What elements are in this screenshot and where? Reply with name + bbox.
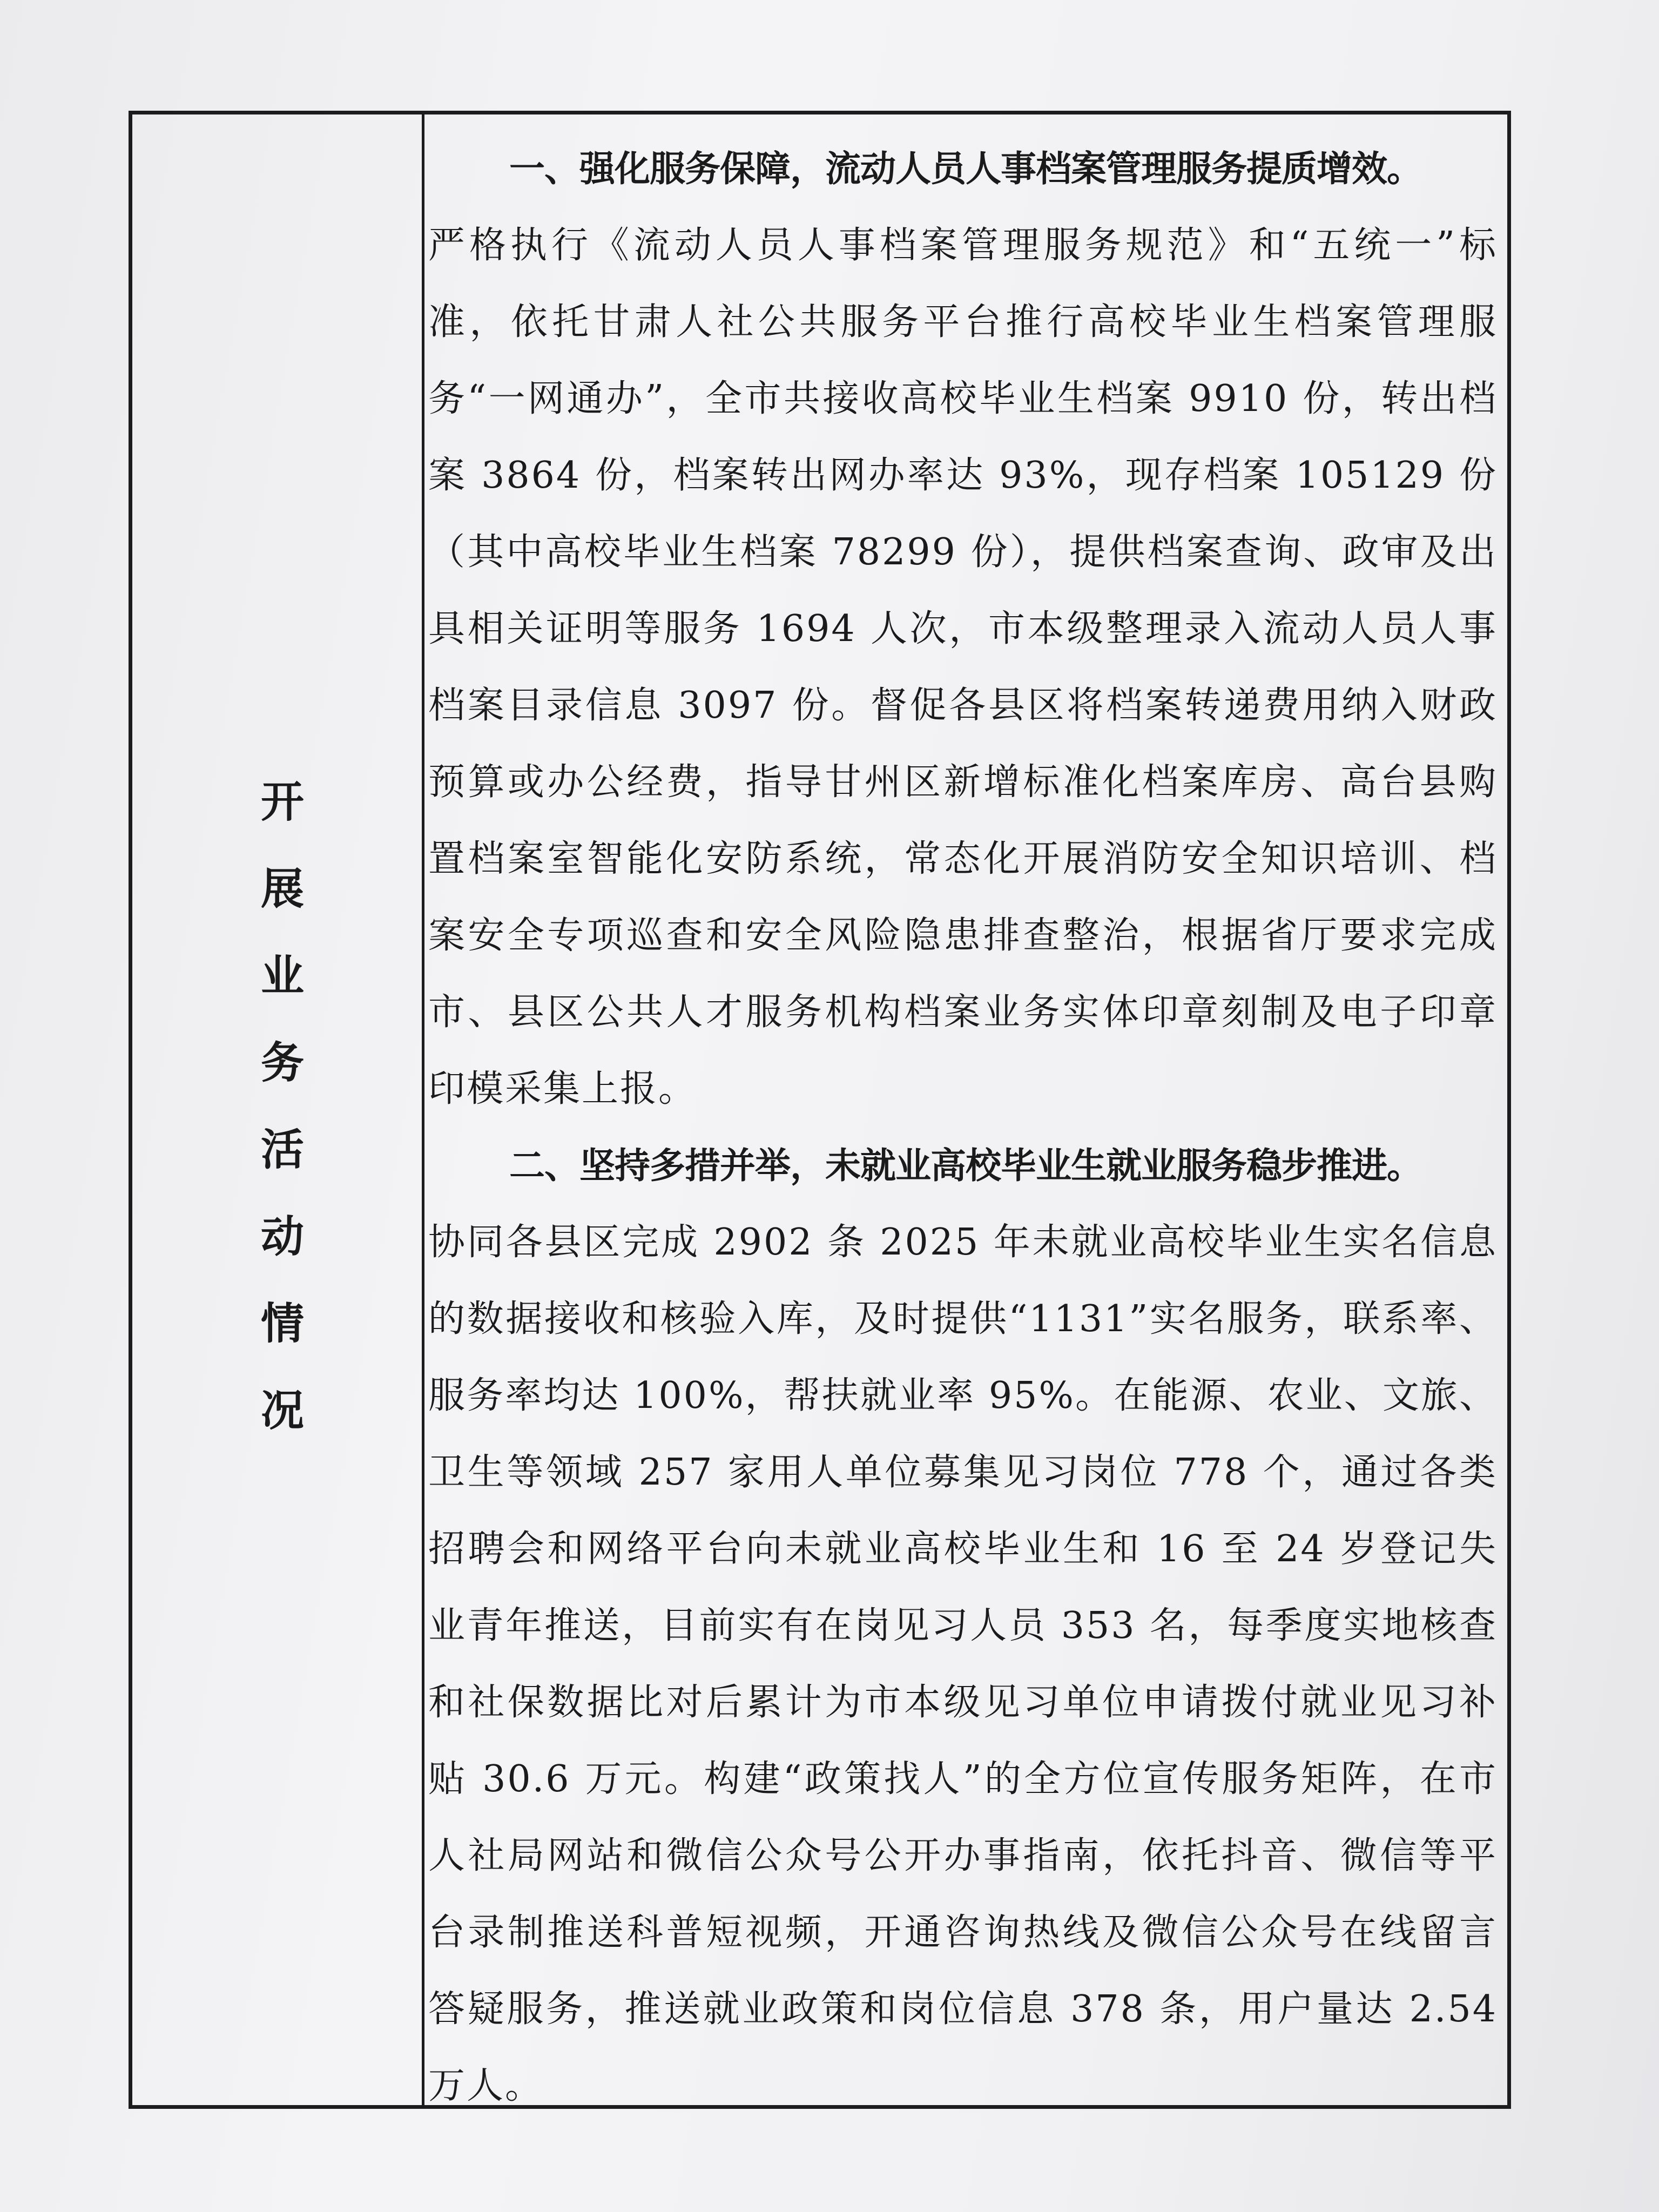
section-heading: 二、坚持多措并举，未就业高校毕业生就业服务稳步推进。 (509, 1145, 1422, 1186)
row-label: 开展业务活动情况 (253, 779, 304, 1474)
section-heading: 一、强化服务保障，流动人员人事档案管理服务提质增效。 (509, 148, 1422, 190)
content-column (428, 131, 1498, 2125)
label-column (132, 114, 424, 2105)
section-body: 协同各县区完成 2902 条 2025 年未就业高校毕业生实名信息的数据接收和核验入库，及时提供“1131”实名服务，联系率、服务率均达 100%，帮扶就业率 95%。在能源、农业、文旅、卫生等领域 257 家用人单位募集见习岗位 778 个，通过各类招聘会和网络平台向未就业高校毕业生和 16 至 24 岁登记失业青年推送，目前实有在岗见习人员 353 名，每季度实地核查和社保数据比对后累计为市本级见习单位申请拨付就业见习补贴 30.6 万元。构建“政策找人”的全方位宣传服务矩阵，在市人社局网站和微信公众号公开办事指南，依托抖音、微信等平台录制推送科普短视频，开通咨询热线及微信公众号在线留言答疑服务，推送就业政策和岗位信息 378 条，用户量达 2.54 万人。 (428, 1221, 1498, 2107)
section-archives (428, 131, 1498, 1128)
section-employment (428, 1128, 1498, 2125)
section-body: 严格执行《流动人员人事档案管理服务规范》和“五统一”标准，依托甘肃人社公共服务平台推行高校毕业生档案管理服务“一网通办”，全市共接收高校毕业生档案 9910 份，转出档案 3864 份，档案转出网办率达 93%，现存档案 105129 份（其中高校毕业生档案 78299 份），提供档案查询、政审及出具相关证明等服务 1694 人次，市本级整理录入流动人员人事档案目录信息 3097 份。督促各县区将档案转递费用纳入财政预算或办公经费，指导甘州区新增标准化档案库房、高台县购置档案室智能化安防系统，常态化开展消防安全知识培训、档案安全专项巡查和安全风险隐患排查整治，根据省厅要求完成市、县区公共人才服务机构档案业务实体印章刻制及电子印章印模采集上报。 (428, 224, 1498, 1110)
report-form-table (129, 111, 1511, 2109)
label-wrap (132, 779, 424, 1573)
